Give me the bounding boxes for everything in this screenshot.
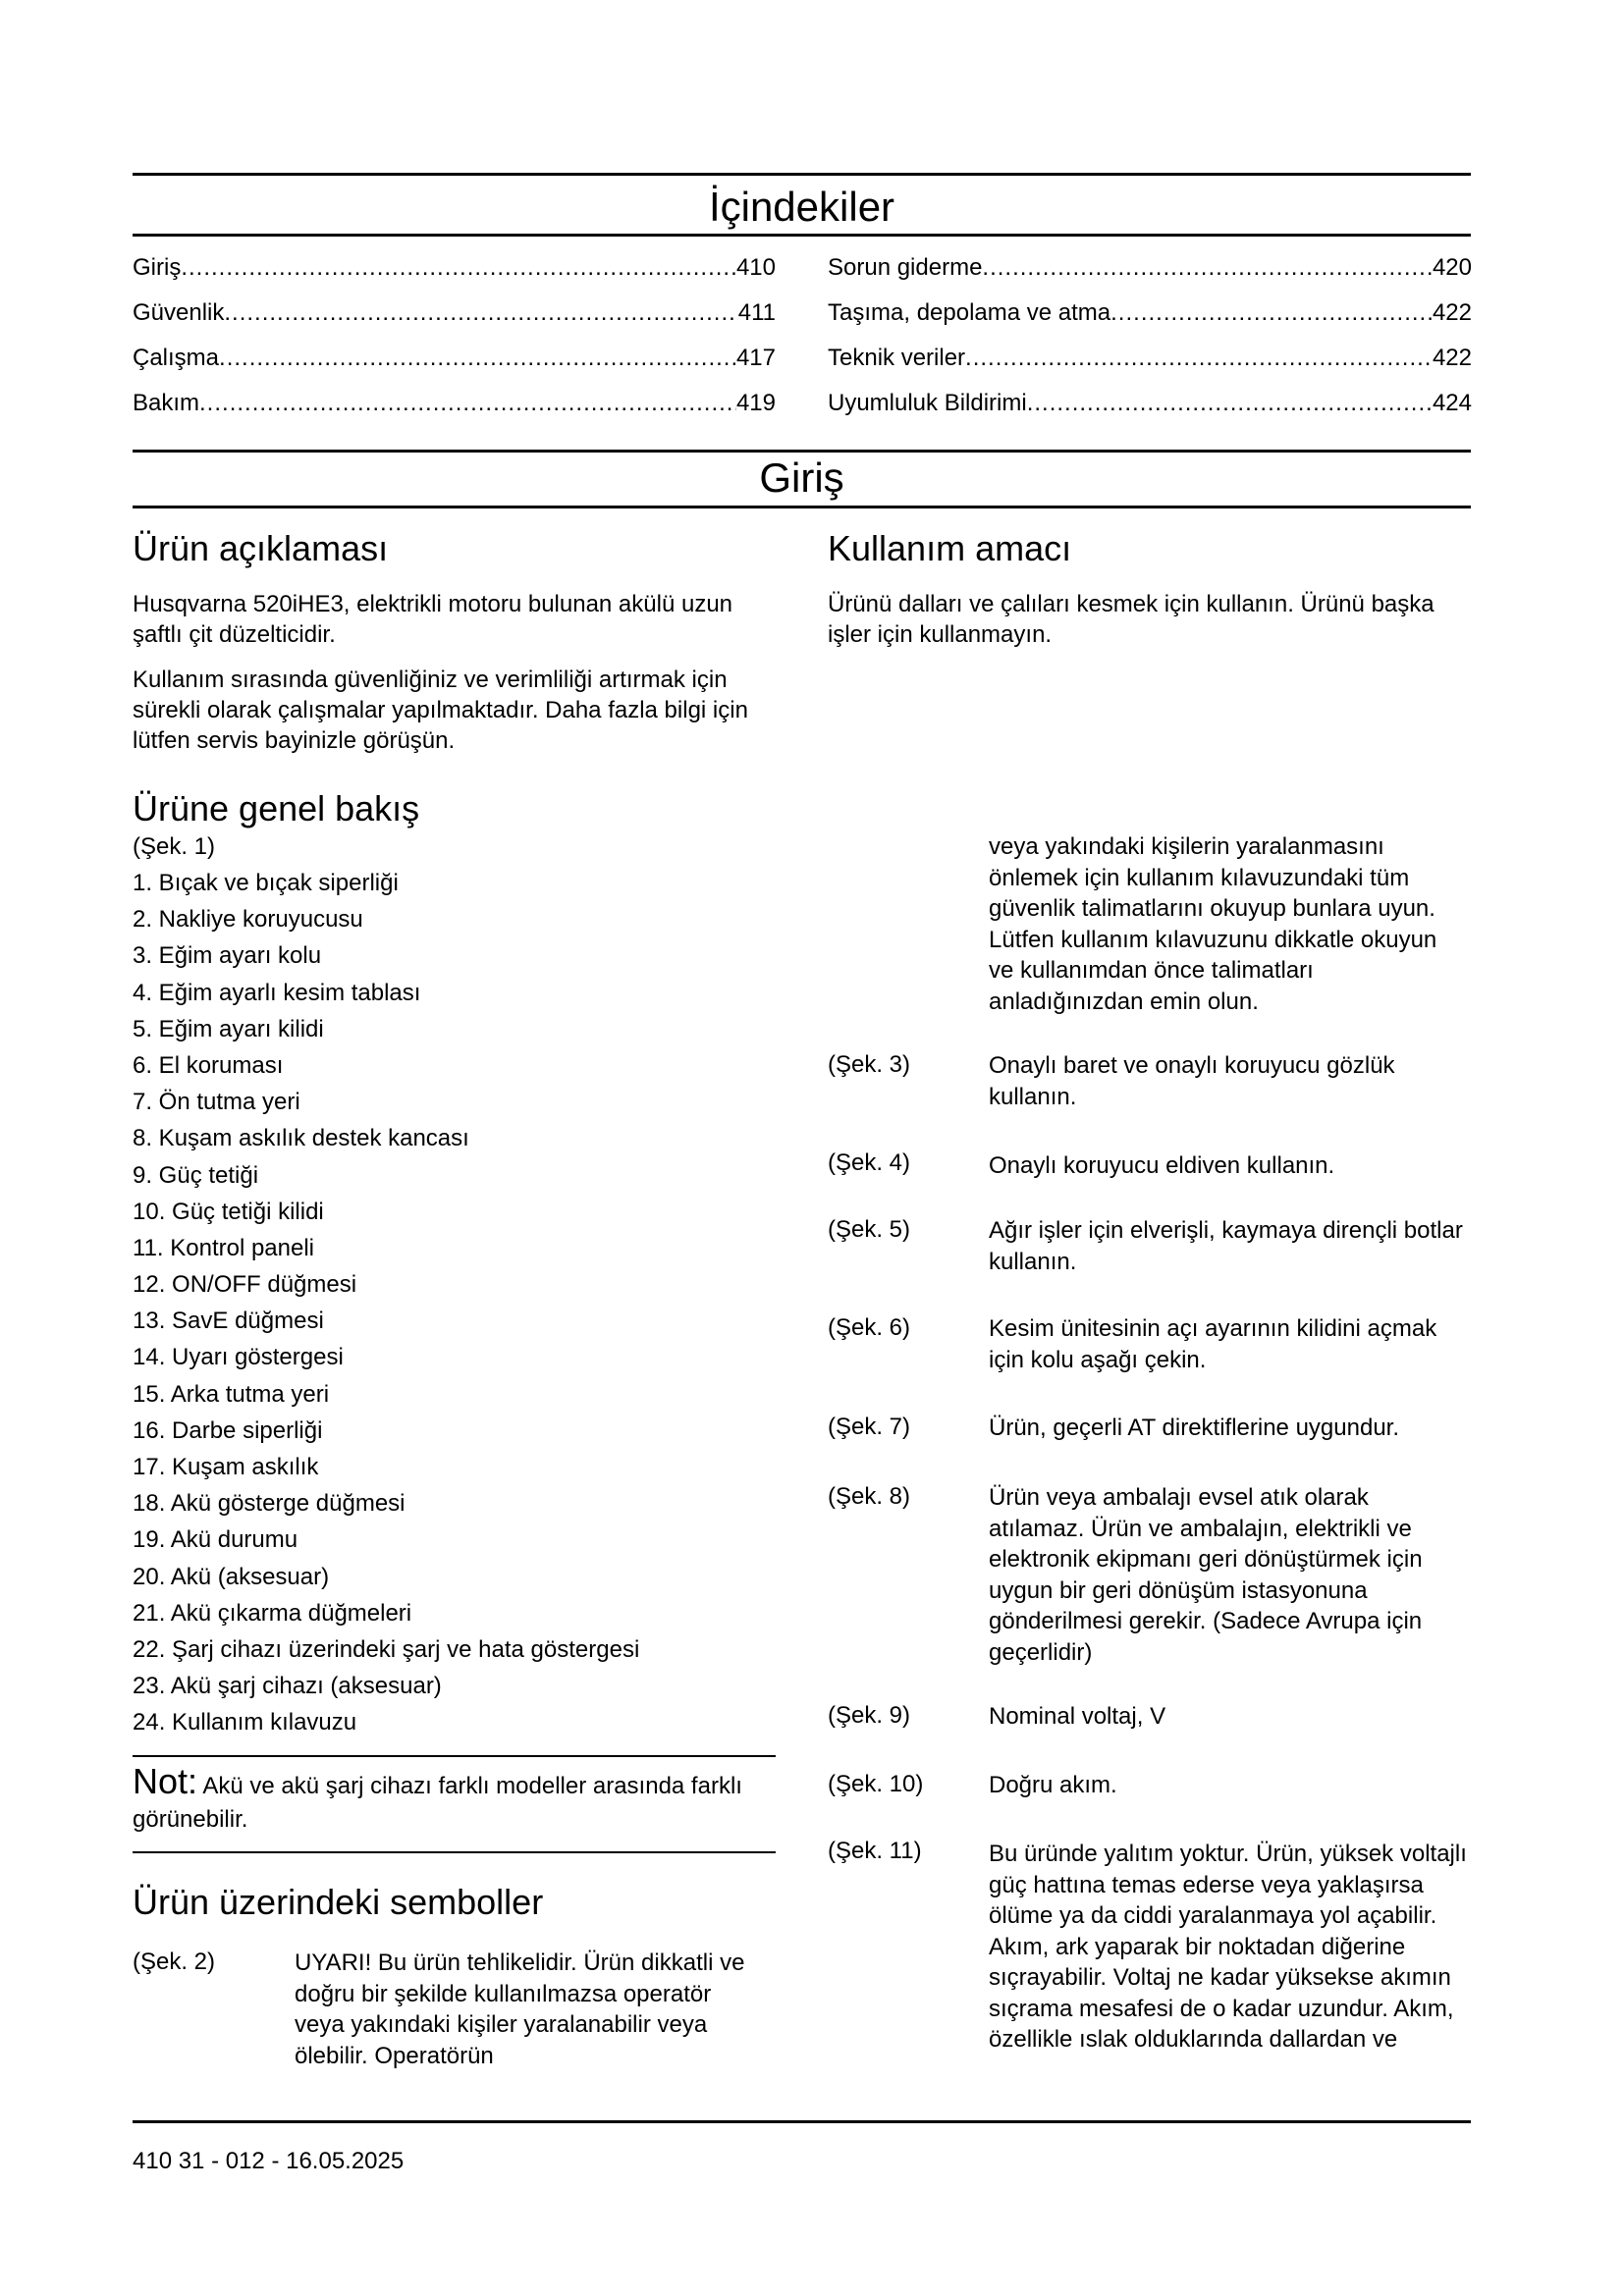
- list-item: 14. Uyarı göstergesi: [133, 1344, 344, 1371]
- toc-entry-page: 419: [735, 390, 776, 416]
- list-item: 6. El koruması: [133, 1051, 284, 1079]
- symbols-heading: Ürün üzerindeki semboller: [133, 1882, 544, 1922]
- symbol-fig-ref: (Şek. 5): [828, 1216, 911, 1243]
- symbol-fig-ref: (Şek. 4): [828, 1149, 911, 1176]
- toc-entry-page: 417: [735, 345, 776, 371]
- list-item: 19. Akü durumu: [133, 1526, 298, 1554]
- symbol-text: Ürün, geçerli AT direktiflerine uygundur.: [989, 1415, 1399, 1441]
- toc-entry-giris[interactable]: [133, 253, 776, 283]
- intro-title-rule: [133, 506, 1471, 508]
- symbol-text: Doğru akım.: [989, 1772, 1117, 1798]
- list-item: 1. Bıçak ve bıçak siperliği: [133, 870, 399, 896]
- list-item: 18. Akü gösterge düğmesi: [133, 1490, 406, 1518]
- list-item: 16. Darbe siperliği: [133, 1416, 323, 1444]
- toc-entry-label: Taşıma, depolama ve atma: [828, 299, 1111, 326]
- toc-entry-page: 411: [737, 299, 776, 326]
- toc-entry-guvenlik[interactable]: [133, 298, 776, 328]
- symbol-text: Bu üründe yalıtım yoktur. Ürün, yüksek voltajlı güç hattına temas ederse veya yaklaşırsa ölüme ya da ciddi yaralanmaya yol açabilir. Akım, ark yaparak bir noktadan diğerine sıçrayabilir. Voltaj ne kadar yüksekse akımın sıçrama mesafesi de o kadar uzundur. Akım, özellikle ıslak olduklarında dallardan ve: [989, 1841, 1467, 2053]
- symbol-text: Onaylı baret ve onaylı koruyucu gözlük kullanın.: [989, 1052, 1395, 1110]
- overview-list: [133, 869, 639, 1745]
- list-item: 20. Akü (aksesuar): [133, 1563, 330, 1590]
- symbol-fig-ref: (Şek. 3): [828, 1051, 911, 1078]
- symbol-text: Onaylı koruyucu eldiven kullanın.: [989, 1152, 1335, 1179]
- list-item: 17. Kuşam askılık: [133, 1454, 319, 1480]
- product-description-p2: Kullanım sırasında güvenliğiniz ve verimliliği artırmak için sürekli olarak çalışmalar yapılmaktadır. Daha fazla bilgi için lütfen servis bayinizle görüşün.: [133, 667, 748, 754]
- toc-entry-label: Giriş: [133, 254, 182, 281]
- toc-entry-bakim[interactable]: [133, 389, 776, 418]
- toc-top-rule: [133, 173, 1471, 176]
- toc-entry-uyumluluk[interactable]: [828, 389, 1472, 418]
- list-item: 9. Güç tetiği: [133, 1161, 259, 1189]
- footer-doc-ref: 410 31 - 012 - 16.05.2025: [133, 2148, 405, 2174]
- symbol-fig-ref: (Şek. 11): [828, 1838, 922, 1864]
- overview-heading: Ürüne genel bakış: [133, 788, 420, 828]
- list-item: 12. ON/OFF düğmesi: [133, 1271, 357, 1299]
- toc-entry-calisma[interactable]: [133, 344, 776, 373]
- toc-entry-page: 422: [1432, 345, 1472, 371]
- list-item: 8. Kuşam askılık destek kancası: [133, 1125, 469, 1152]
- toc-entry-page: 410: [735, 254, 776, 281]
- product-description-heading: Ürün açıklaması: [133, 528, 389, 568]
- list-item: 10. Güç tetiği kilidi: [133, 1198, 324, 1225]
- note-top-rule: [133, 1755, 776, 1757]
- toc-entry-page: 422: [1432, 299, 1472, 326]
- symbol-fig-ref: (Şek. 10): [828, 1771, 924, 1797]
- list-item: 22. Şarj cihazı üzerindeki şarj ve hata göstergesi: [133, 1635, 640, 1663]
- symbol-fig-ref: (Şek. 8): [828, 1483, 911, 1510]
- toc-entry-tasima[interactable]: [828, 298, 1472, 328]
- toc-title-rule: [133, 234, 1471, 237]
- note-label: Not:: [133, 1761, 198, 1801]
- symbol-text: Ürün veya ambalajı evsel atık olarak atılamaz. Ürün ve ambalajın, elektrikli ve elektronik ekipmanı geri dönüştürmek için uygun bir geri dönüşüm istasyonuna gönderilmesi gerekir. (Sadece Avrupa için geçerlidir): [989, 1484, 1423, 1666]
- intended-use-heading: Kullanım amacı: [828, 528, 1072, 568]
- toc-entry-teknik-veriler[interactable]: [828, 344, 1472, 373]
- toc-entry-label: Bakım: [133, 390, 200, 416]
- toc-entry-label: Teknik veriler: [828, 345, 966, 371]
- list-item: 21. Akü çıkarma düğmeleri: [133, 1599, 412, 1627]
- toc-entry-page: 424: [1432, 390, 1472, 416]
- toc-entry-label: Çalışma: [133, 345, 220, 371]
- symbol-fig-ref: (Şek. 2): [133, 1949, 216, 1975]
- product-description-p1: Husqvarna 520iHE3, elektrikli motoru bulunan akülü uzun şaftlı çit düzelticidir.: [133, 591, 733, 648]
- list-item: 13. SavE düğmesi: [133, 1308, 324, 1335]
- list-item: 2. Nakliye koruyucusu: [133, 906, 363, 934]
- overview-fig-ref: (Şek. 1): [133, 833, 216, 860]
- toc-entry-page: 420: [1432, 254, 1472, 281]
- list-item: 23. Akü şarj cihazı (aksesuar): [133, 1673, 442, 1700]
- symbol-fig-ref: (Şek. 7): [828, 1414, 911, 1440]
- toc-entry-label: Güvenlik: [133, 299, 225, 326]
- symbol-text: Kesim ünitesinin açı ayarının kilidini açmak için kolu aşağı çekin.: [989, 1315, 1437, 1373]
- list-item: 24. Kullanım kılavuzu: [133, 1709, 357, 1736]
- footer-rule: [133, 2120, 1471, 2123]
- toc-entry-sorun-giderme[interactable]: [828, 253, 1472, 283]
- intro-title: Giriş: [759, 454, 844, 501]
- list-item: 3. Eğim ayarı kolu: [133, 942, 322, 970]
- symbol-text: Ağır işler için elverişli, kaymaya dirençli botlar kullanın.: [989, 1217, 1463, 1275]
- note: [133, 1761, 776, 1837]
- intro-top-rule: [133, 450, 1471, 453]
- list-item: 4. Eğim ayarlı kesim tablası: [133, 979, 421, 1006]
- note-text: Akü ve akü şarj cihazı farklı modeller arasında farklı görünebilir.: [133, 1773, 742, 1833]
- symbol-fig-ref: (Şek. 9): [828, 1702, 911, 1729]
- symbol-continuation-text: veya yakındaki kişilerin yaralanmasını önlemek için kullanım kılavuzundaki tüm güvenlik talimatlarını okuyup bunlara uyun. Lütfen kullanım kılavuzunu dikkatle okuyun ve kullanımdan önce talimatları anladığınızdan emin olun.: [989, 833, 1437, 1015]
- symbol-text: UYARI! Bu ürün tehlikelidir. Ürün dikkatli ve doğru bir şekilde kullanılmazsa operatör veya yakındaki kişiler yaralanabilir veya ölebilir. Operatörün: [295, 1949, 745, 2069]
- list-item: 15. Arka tutma yeri: [133, 1380, 330, 1408]
- list-item: 7. Ön tutma yeri: [133, 1089, 300, 1116]
- list-item: 5. Eğim ayarı kilidi: [133, 1015, 324, 1042]
- symbol-text: Nominal voltaj, V: [989, 1703, 1166, 1730]
- symbol-fig-ref: (Şek. 6): [828, 1314, 911, 1341]
- note-bottom-rule: [133, 1851, 776, 1853]
- list-item: 11. Kontrol paneli: [133, 1234, 315, 1261]
- toc-title: İçindekiler: [708, 184, 895, 230]
- intended-use-p1: Ürünü dalları ve çalıları kesmek için kullanın. Ürünü başka işler için kullanmayın.: [828, 591, 1435, 648]
- toc-entry-label: Uyumluluk Bildirimi: [828, 390, 1027, 416]
- toc-entry-label: Sorun giderme: [828, 254, 983, 281]
